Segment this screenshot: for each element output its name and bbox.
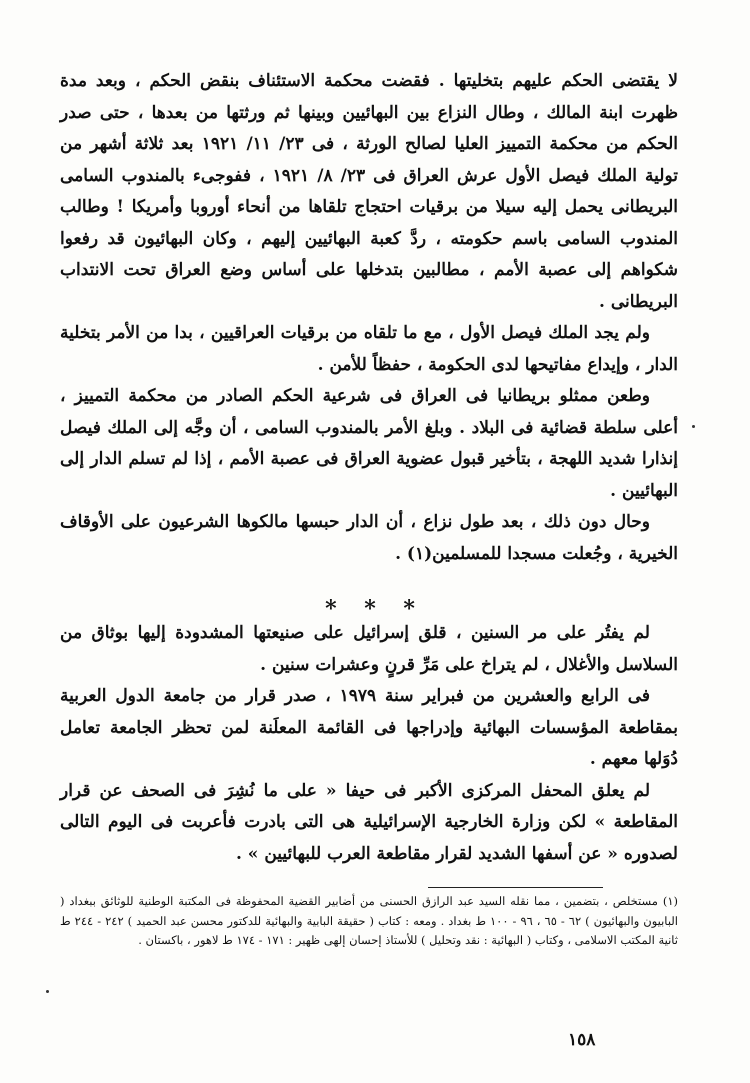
paragraph: وحال دون ذلك ، بعد طول نزاع ، أن الدار حبسها مالكوها الشرعيون على الأوقاف الخيرية ، وجُعلت مسجدا للمسلمين(١) . bbox=[60, 512, 678, 564]
main-text-part-one bbox=[60, 66, 678, 570]
footnotes bbox=[60, 892, 678, 951]
print-speck bbox=[692, 425, 695, 428]
main-text-part-two bbox=[60, 618, 678, 870]
footnote: (١) مستخلص ، بتضمين ، مما نقله السيد عبد الرازق الحسنى من أضابير القضية المحفوظة فى المكتبة الوطنية للوثائق ببغداد ( البابيون والبهائيون ) ٦٢ - ٦٥ ، ٩٦ - ١٠٠ ط بغداد . ومعه : كتاب ( حقيقة البابية والبهائية للدكتور محسن عبد الحميد ) ٢٤٢ - ٢٤٤ ط ثانية المكتب الاسلامى ، وكتاب ( البهائية : نقد وتحليل ) للأستاذ إحسان إلهى ظهير : ١٧١ - ١٧٤ ط لاهور ، باكستان . bbox=[60, 894, 678, 947]
footnote-divider bbox=[428, 887, 603, 888]
paragraph: لا يقتضى الحكم عليهم بتخليتها . فقضت محكمة الاستئناف بنقض الحكم ، وبعد مدة ظهرت ابنة المالك ، وطال النزاع بين البهائيين وبينها ثم ورثتها من بعدها ، حتى صدر الحكم من محكمة التمييز العليا لصالح الورثة ، فى ٢٣/ ١١/ ١٩٢١ بعد ثلاثة أشهر من تولية الملك فيصل الأول عرش العراق فى ٢٣/ ٨/ ١٩٢١ ، ففوجىء بالمندوب السامى البريطانى يحمل إليه سيلا من برقيات احتجاج تلقاها من أنحاء أوروبا وأمريكا ! وطالب المندوب السامى باسم حكومته ، ردَّ كعبة البهائيين إليهم ، وكان البهائيون قد رفعوا شكواهم إلى عصبة الأمم ، مطالبين بتدخلها على أساس وضع العراق تحت الانتداب البريطانى . bbox=[60, 71, 678, 312]
page-number: ١٥٨ bbox=[568, 1030, 596, 1050]
paragraph: فى الرابع والعشرين من فبراير سنة ١٩٧٩ ، صدر قرار من جامعة الدول العربية بمقاطعة المؤسسات البهائية وإدراجها فى القائمة المعلَنة لمن تحظر الجامعة تعامل دُوَلها معهم . bbox=[60, 686, 678, 769]
paragraph: ولم يجد الملك فيصل الأول ، مع ما تلقاه من برقيات العراقيين ، بدا من الأمر بتخلية الدار ، وإيداع مفاتيحها لدى الحكومة ، حفظاً للأمن . bbox=[60, 323, 678, 375]
section-divider: * * * bbox=[325, 596, 425, 622]
paragraph: وطعن ممثلو بريطانيا فى العراق فى شرعية الحكم الصادر من محكمة التمييز ، أعلى سلطة قضائية فى البلاد . وبلغ الأمر بالمندوب السامى ، أن وجَّه إلى الملك فيصل إنذارا شديد اللهجة ، بتأخير قبول عضوية العراق فى عصبة الأمم ، إذا لم تسلم الدار إلى البهائيين . bbox=[60, 386, 678, 501]
paragraph: لم يعلق المحفل المركزى الأكبر فى حيفا « على ما نُشِرَ فى الصحف عن قرار المقاطعة » لكن وزارة الخارجية الإسرائيلية هى التى بادرت فأعربت فى اليوم التالى لصدوره « عن أسفها الشديد لقرار مقاطعة العرب للبهائيين » . bbox=[60, 780, 678, 864]
print-speck bbox=[46, 990, 49, 993]
paragraph: لم يفتُر على مر السنين ، قلق إسرائيل على صنيعتها المشدودة إليها بوثاق من السلاسل والأغلال ، لم يتراخ على مَرِّ قرنٍ وعشرات سنين . bbox=[60, 623, 678, 675]
